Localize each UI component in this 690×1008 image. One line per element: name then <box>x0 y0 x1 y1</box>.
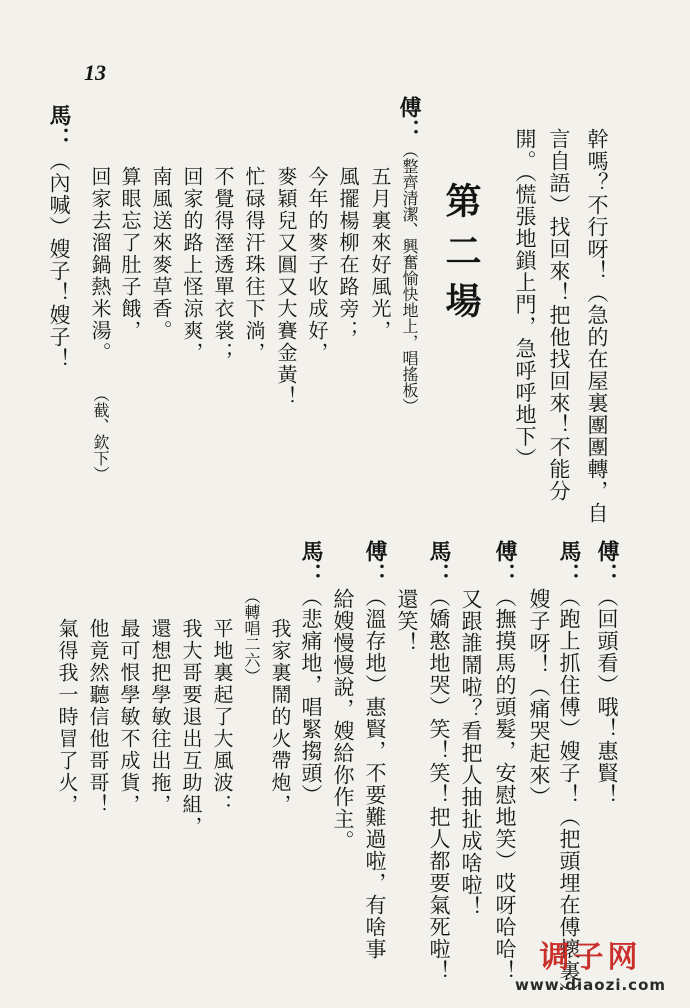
lyric-line: 麥穎兒又圓又大賽金黃！ <box>274 166 298 408</box>
dialogue-line: 傅：（回頭看）哦！惠賢！ <box>594 540 620 806</box>
lyric-line: 還想把學敏往出拖， <box>148 618 172 816</box>
watermark-title: 调子网 <box>539 940 642 975</box>
dialogue-line: 傅：（溫存地）惠賢，不要難過啦，有啥事 <box>362 540 388 960</box>
lyric-line: 回家的路上怪涼爽， <box>180 166 204 364</box>
lyric-line: 平地裏起了大風波： <box>210 618 234 816</box>
scene-title: 第二場 <box>440 182 482 332</box>
dialogue-line: 傅：（整齊清潔、興奮愉快地上，唱搖板） <box>396 96 422 414</box>
dialogue-line: 言自語）找回來！把他找回來！不能分 <box>547 128 571 502</box>
lyric-line: 五月裏來好風光， <box>368 166 392 342</box>
speaker-label: 馬： <box>556 540 582 586</box>
lyric-line: 算眼忘了肚子餓， <box>118 166 142 342</box>
lyric-line: 風擺楊柳在路旁； <box>336 166 360 342</box>
site-watermark <box>515 932 666 994</box>
page-number: 13 <box>84 60 106 85</box>
lyric-line: 今年的麥子收成好， <box>305 166 329 364</box>
lyric-line: 南風送來麥草香。 <box>149 166 173 342</box>
dialogue-line: 給嫂慢慢說，嫂給你作主。 <box>331 588 355 852</box>
dialogue-line: 傅：（撫摸馬的頭髮，安慰地笑）哎呀哈哈！ <box>492 540 518 982</box>
speaker-label: 傅： <box>362 540 388 586</box>
dialogue-line: 馬：（嬌憨地哭）笑！笑！把人都要氣死啦！ <box>426 540 452 982</box>
speaker-label: 傅： <box>492 540 518 586</box>
dialogue-line: 幹嗎？不行呀！（急的在屋裏團團轉，自 <box>585 128 609 524</box>
lyric-line: 我大哥要退出互助組， <box>179 618 203 838</box>
dialogue-line: 馬：（悲痛地，唱緊搊頭） <box>298 540 324 806</box>
speaker-label: 馬： <box>46 104 72 150</box>
dialogue-line: 馬：（內喊）嫂子！嫂子！ <box>46 104 72 370</box>
speaker-label: 馬： <box>426 540 452 586</box>
speaker-label: 傅： <box>396 96 422 142</box>
dialogue-line: 還笑！ <box>395 588 419 654</box>
dialogue-line: 馬：（跑上抓住傅）嫂子！（把頭埋在傅懷裏） <box>556 540 582 1004</box>
watermark-url: www.diaozi.com <box>514 976 666 994</box>
lyric-line: 忙碌得汗珠往下淌， <box>242 166 266 364</box>
lyric-line: 回家去溜鍋熱米湯。（截、欽下） <box>88 166 112 482</box>
lyric-line: 他竟然聽信他哥哥！ <box>86 618 110 816</box>
speaker-label: 傅： <box>594 540 620 586</box>
speaker-label: 馬： <box>298 540 324 586</box>
lyric-line: 我家裏鬧的火帶炮， <box>268 618 292 816</box>
lyric-line: 不覺得溼透單衣裳； <box>211 166 235 364</box>
stage-direction: （截、欽下） <box>91 386 110 482</box>
stage-direction: （轉唱二六） <box>242 588 261 684</box>
lyric-line: 最可恨學敏不成貨， <box>117 618 141 816</box>
lyric-line: 氣得我一時冒了火， <box>55 618 79 816</box>
dialogue-line: 嫂子呀！（痛哭起來） <box>527 588 551 808</box>
dialogue-line: 開。（慌張地鎖上門，急呼呼地下） <box>513 128 537 470</box>
dialogue-line: 又跟誰鬧啦？看把人抽扯成啥啦！ <box>459 588 483 918</box>
